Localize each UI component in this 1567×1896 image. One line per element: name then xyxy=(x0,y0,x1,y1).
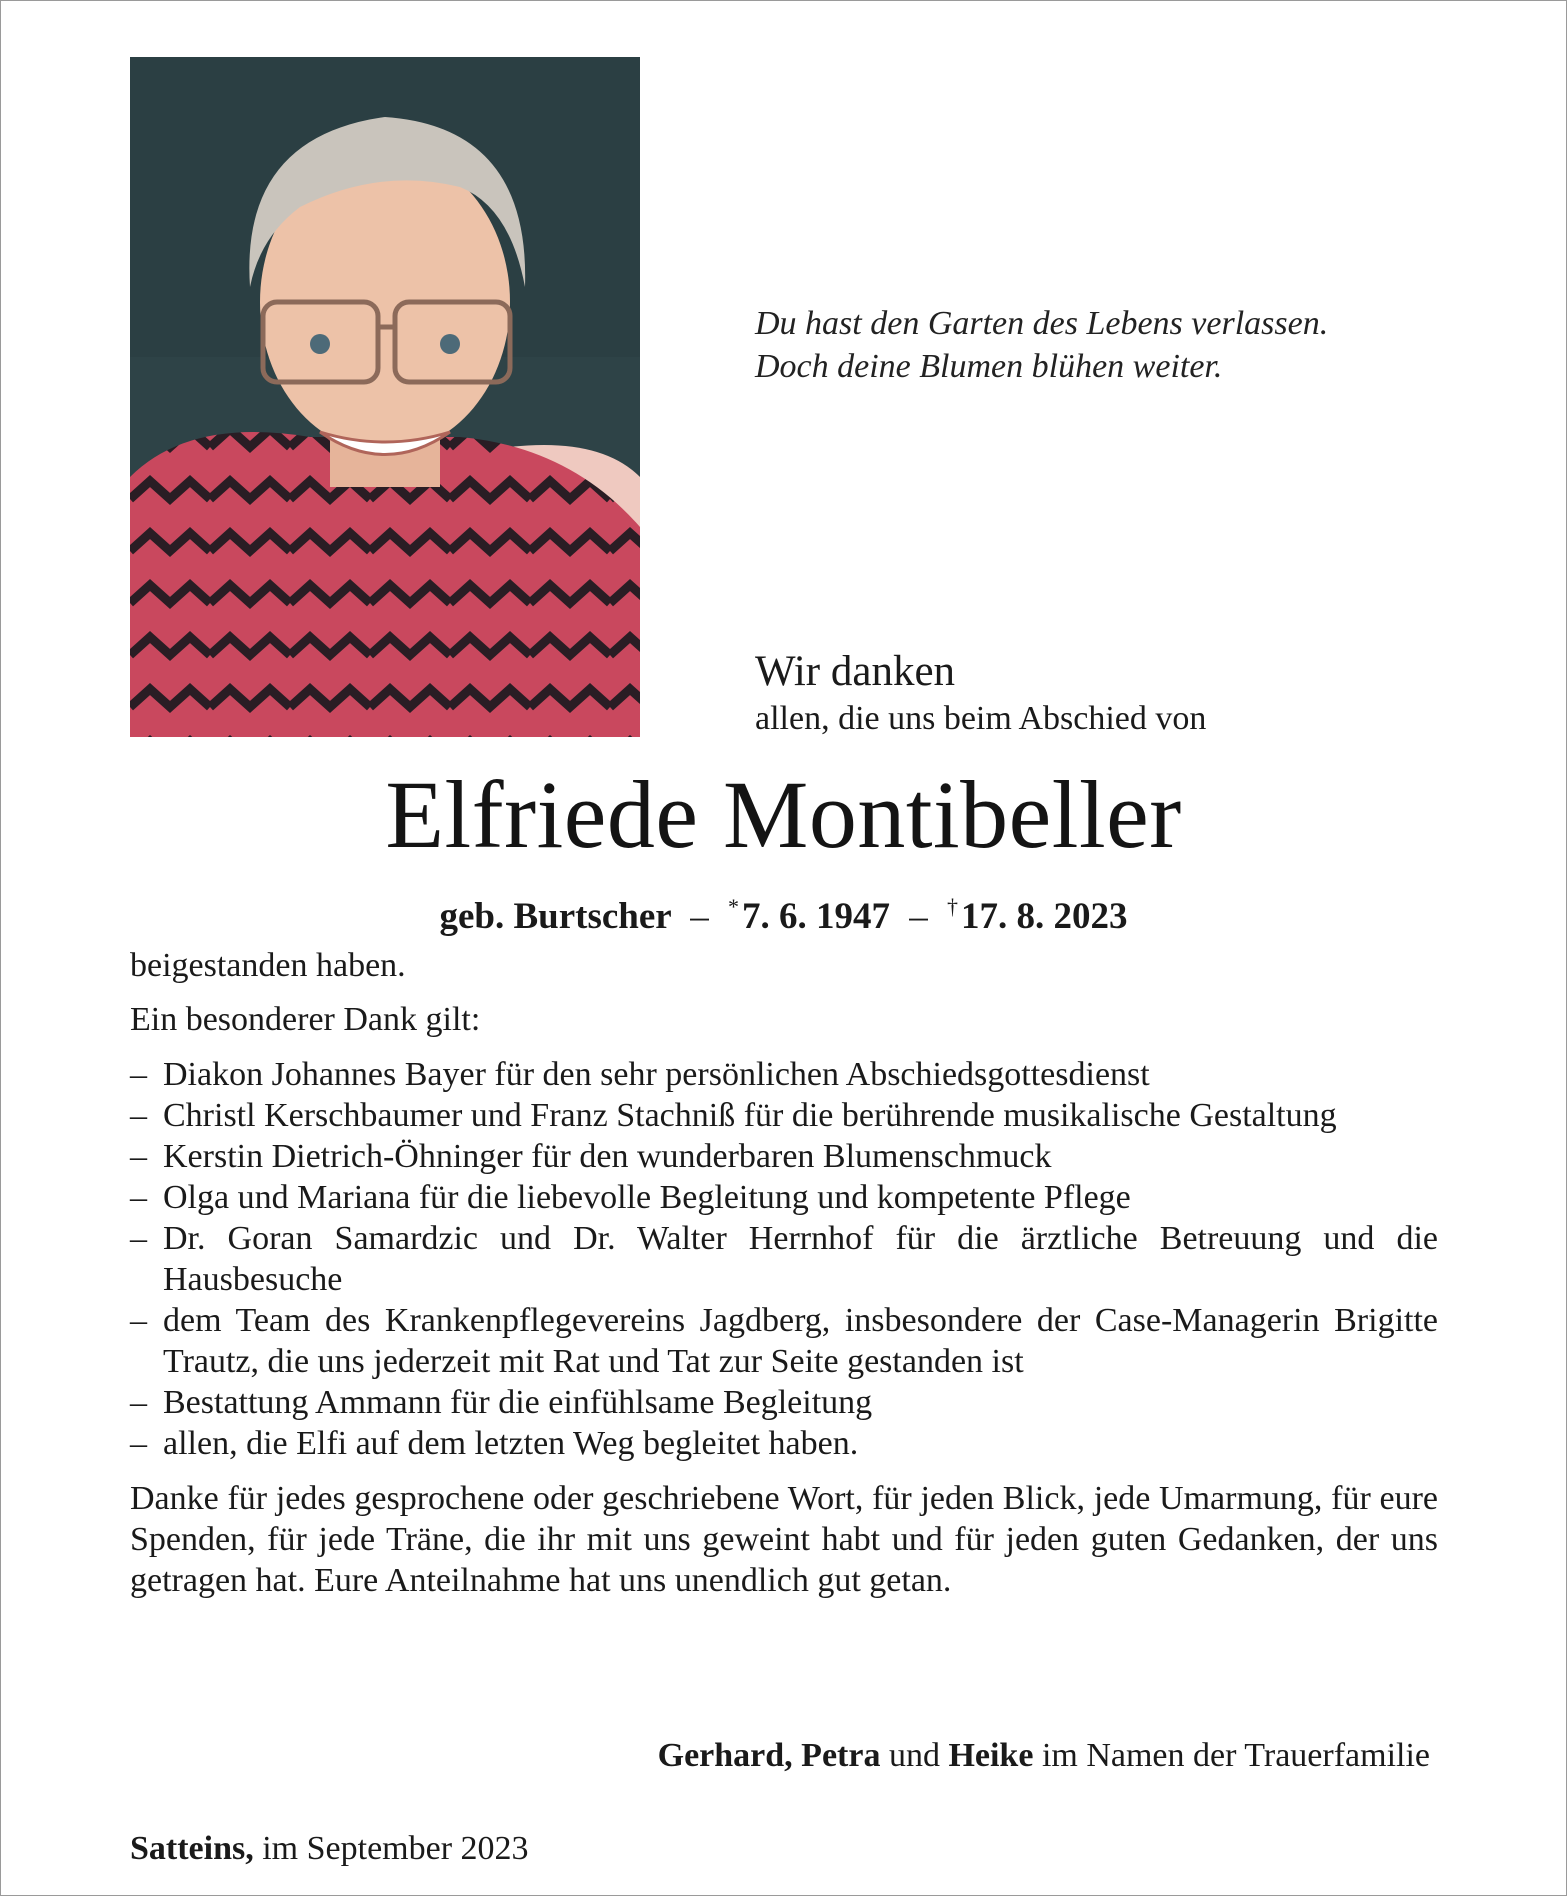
memorial-quote xyxy=(755,302,1455,388)
date: im September 2023 xyxy=(262,1830,529,1867)
signer-3: Heike xyxy=(948,1737,1034,1774)
list-item: – Dr. Goran Samardzic und Dr. Walter Herrnhof für die ärztliche Betreuung und die Hausbesuche xyxy=(130,1218,1438,1300)
closing-paragraph: Danke für jedes gesprochene oder geschriebene Wort, für jeden Blick, jede Umarmung, für eure Spenden, für jede Träne, die ihr mit uns geweint habt und für jeden guten Gedanken, der uns getragen hat. Eure Anteilnahme hat uns unendlich gut getan. xyxy=(130,1480,1438,1599)
thanks-list xyxy=(130,1054,1438,1464)
quote-line-2: Doch deine Blumen blühen weiter. xyxy=(755,348,1223,385)
signer-1: Gerhard, xyxy=(657,1737,793,1774)
signature-suffix: im Namen der Trauerfamilie xyxy=(1041,1737,1430,1774)
thanks-heading: Wir danken xyxy=(755,648,956,695)
separator: – xyxy=(909,896,928,937)
list-item: – Diakon Johannes Bayer für den sehr persönlichen Abschiedsgottesdienst xyxy=(130,1054,1438,1095)
signer-conjunction: und xyxy=(888,1737,940,1774)
list-item: – Bestattung Ammann für die einfühlsame Begleitung xyxy=(130,1382,1438,1423)
birth-symbol: * xyxy=(728,894,740,919)
list-item: – Kerstin Dietrich-Öhninger für den wunderbaren Blumenschmuck xyxy=(130,1136,1438,1177)
life-dates xyxy=(0,884,1567,940)
death-date: 17. 8. 2023 xyxy=(961,896,1128,937)
list-item: – allen, die Elfi auf dem letzten Weg begleitet haben. xyxy=(130,1423,1438,1464)
portrait-photo xyxy=(130,57,640,737)
quote-line-1: Du hast den Garten des Lebens verlassen. xyxy=(755,305,1329,342)
intro-end: beigestanden haben. xyxy=(130,947,406,984)
list-item: – dem Team des Krankenpflegevereins Jagdberg, insbesondere der Case-Managerin Brigitte Trautz, die uns jederzeit mit Rat und Tat zur Seite gestanden ist xyxy=(130,1300,1438,1382)
death-symbol: † xyxy=(947,894,959,919)
place-date xyxy=(130,1828,529,1870)
maiden-name: geb. Burtscher xyxy=(439,896,672,937)
birth-date: 7. 6. 1947 xyxy=(742,896,891,937)
signature xyxy=(130,1735,1430,1777)
signer-2: Petra xyxy=(801,1737,881,1774)
list-item: – Olga und Mariana für die liebevolle Begleitung und kompetente Pflege xyxy=(130,1177,1438,1218)
place: Satteins, xyxy=(130,1830,254,1867)
thanks-body xyxy=(130,945,1438,1601)
deceased-name: Elfriede Montibeller xyxy=(385,761,1182,868)
list-item: – Christl Kerschbaumer und Franz Stachniß für die berührende musikalische Gestaltung xyxy=(130,1095,1438,1136)
special-thanks-heading: Ein besonderer Dank gilt: xyxy=(130,1001,481,1038)
separator: – xyxy=(690,896,709,937)
thanks-subline: allen, die uns beim Abschied von xyxy=(755,700,1207,737)
